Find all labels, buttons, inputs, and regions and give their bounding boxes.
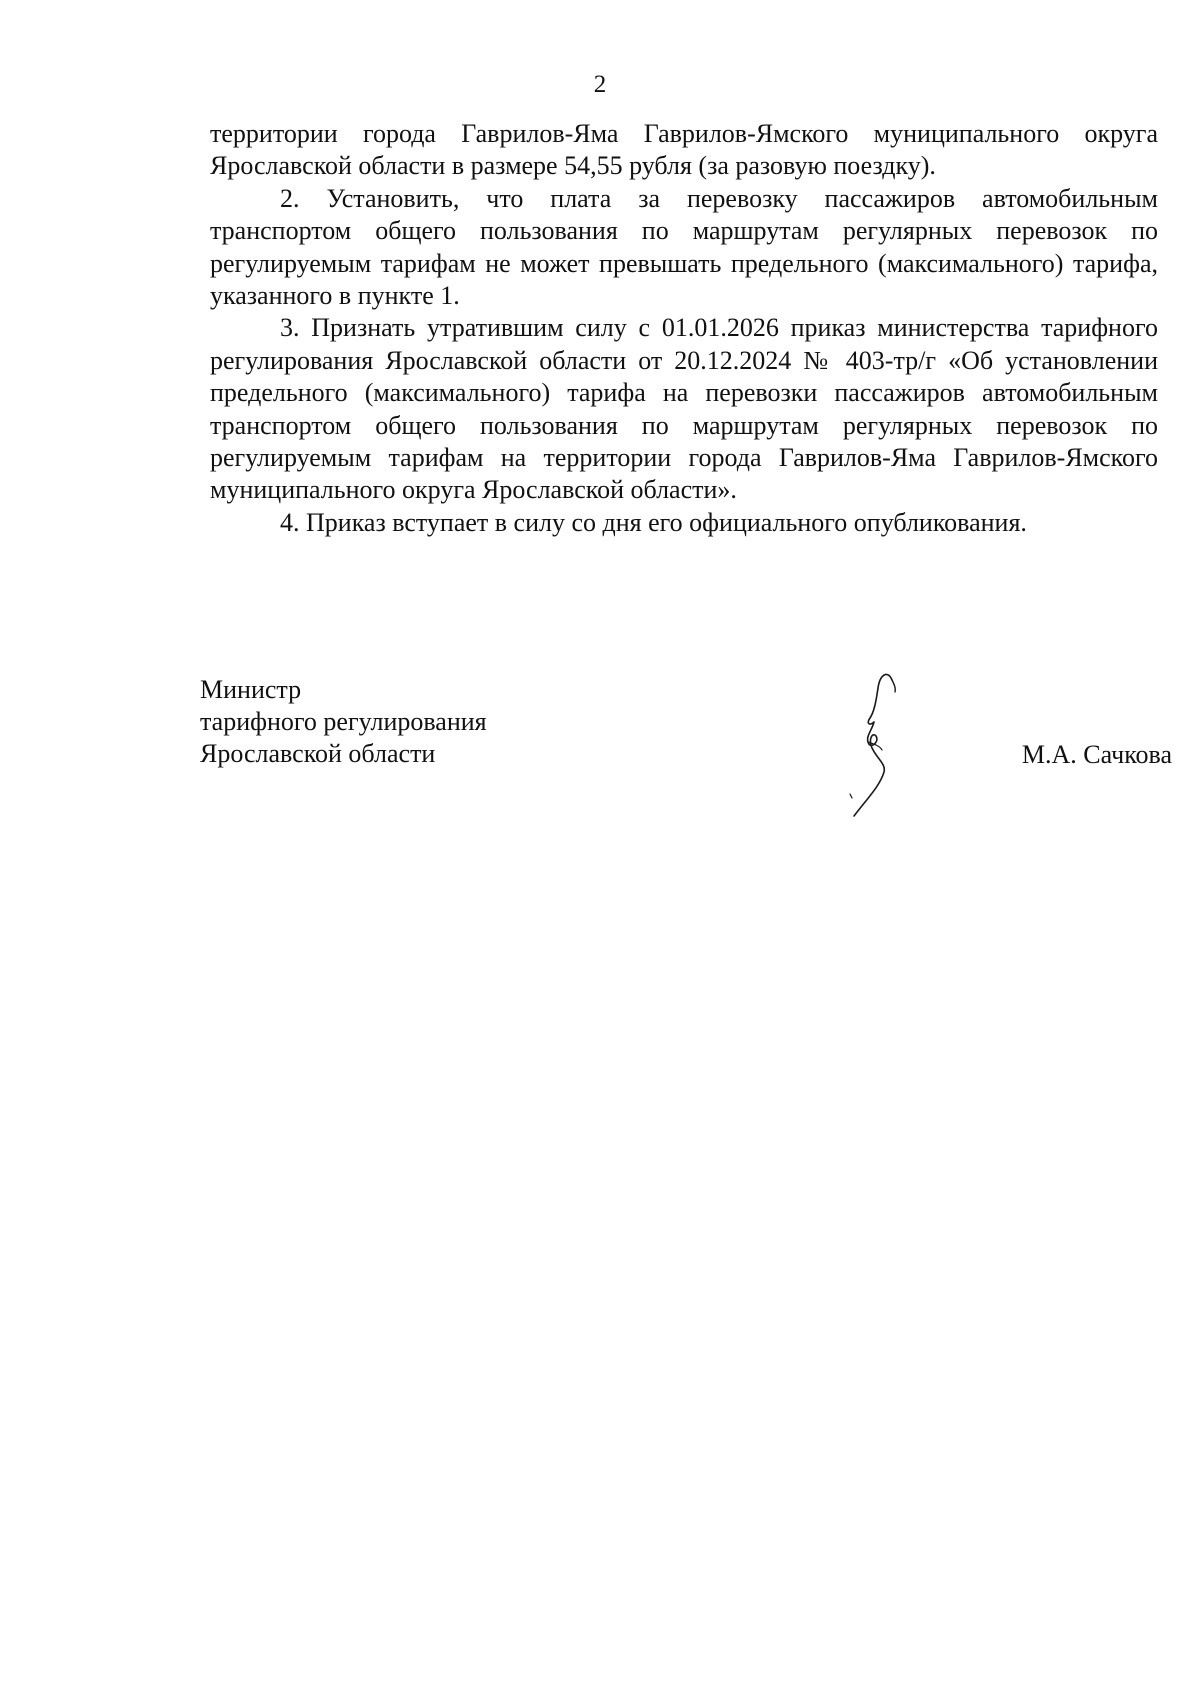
document-body xyxy=(210,118,1158,539)
signatory-title-line-3: Ярославской области xyxy=(200,739,436,768)
signatory-name: М.А. Сачкова xyxy=(1021,740,1172,769)
page-number: 2 xyxy=(593,71,607,98)
signatory-title-block xyxy=(200,674,487,770)
signatory-title-line-1: Министр xyxy=(200,675,302,704)
paragraph-item-2: 2. Установить, что плата за перевозку пассажиров автомобильным транспортом общего пользования по маршрутам регулярных перевозок по регулируемым тарифам не может превышать предельного (максимального) тарифа, указанного в пункте 1. xyxy=(210,183,1158,311)
paragraph-item-3: 3. Признать утратившим силу с 01.01.2026 приказ министерства тарифного регулирования Ярославской области от 20.12.2024 № 403-тр/г «Об установлении предельного (максимального) тарифа на перевозки пассажиров автомобильным транспортом общего пользования по маршрутам регулярных перевозок по регулируемым тарифам на территории города Гаврилов-Яма Гаврилов-Ямского муниципального округа Ярославской области». xyxy=(210,313,1158,505)
handwritten-signature xyxy=(840,668,930,818)
paragraph-continuation: территории города Гаврилов-Яма Гаврилов-Ямского муниципального округа Ярославской области в размере 54,55 рубля (за разовую поездку). xyxy=(210,119,1158,181)
signatory-title-line-2: тарифного регулирования xyxy=(200,707,487,736)
paragraph-item-4: 4. Приказ вступает в силу со дня его официального опубликования. xyxy=(280,507,1027,537)
